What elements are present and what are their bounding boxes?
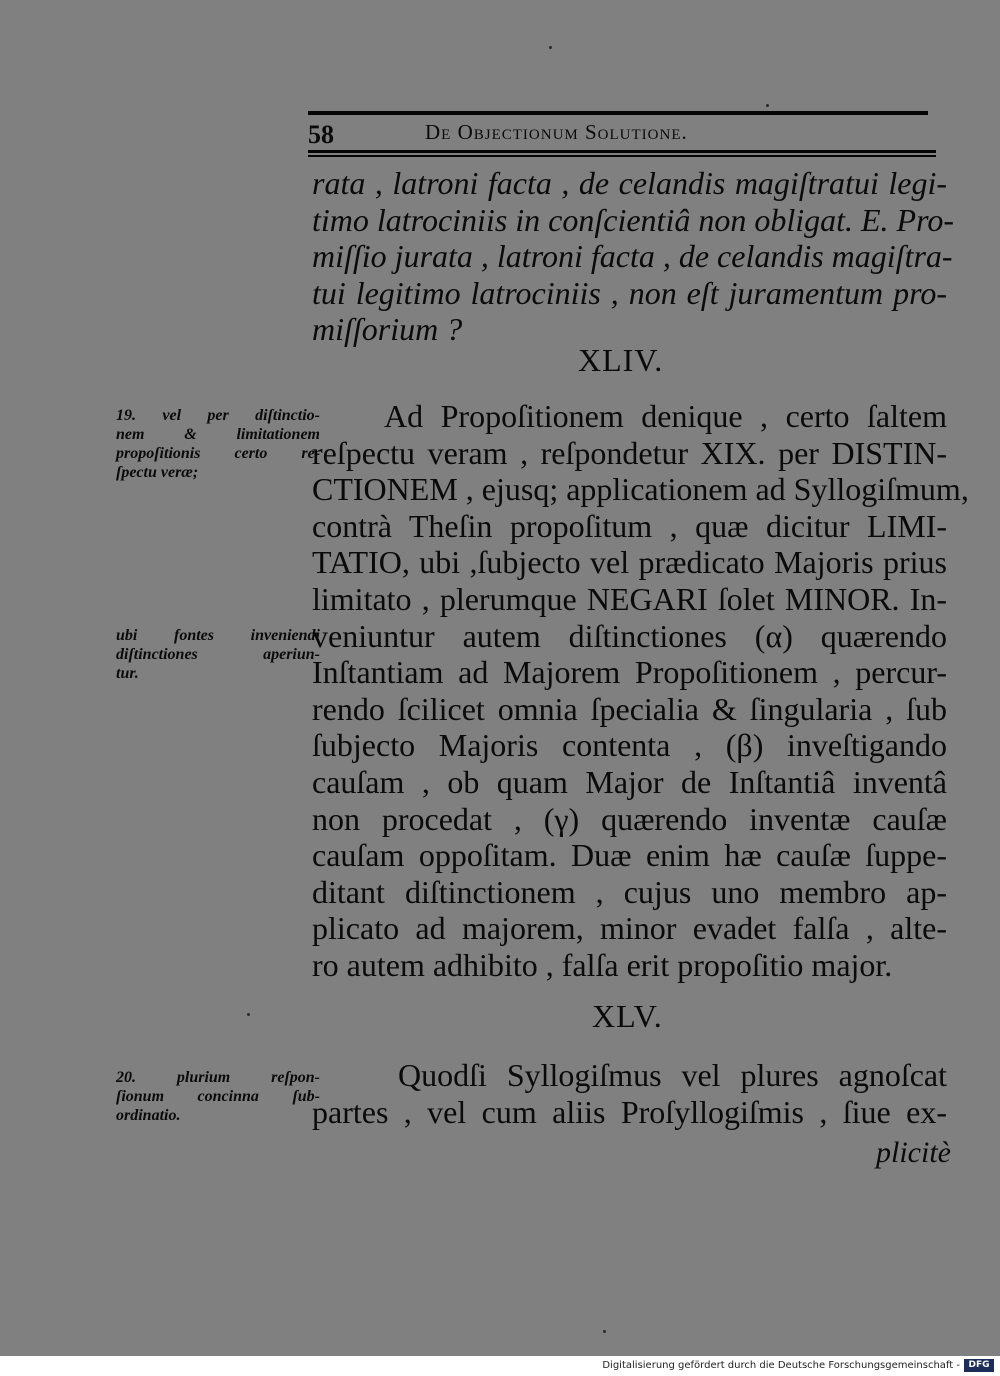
header-rule-lower-2 — [308, 155, 936, 157]
margin-note-line: diſtinctiones aperiun- — [116, 646, 320, 663]
catchword: plicitè — [876, 1136, 951, 1169]
text-line: veniuntur autem diſtinctiones (α) quærendo — [312, 617, 947, 654]
margin-note-line: 19. vel per diſtinctio- — [116, 407, 320, 424]
margin-note-line: propoſitionis certo re- — [116, 445, 320, 462]
margin-note-line: ſpectu veræ; — [116, 464, 199, 481]
funding-credit: Digitalisierung gefördert durch die Deutsche Forschungsgemeinschaft - — [602, 1360, 960, 1371]
margin-note-line: ordinatio. — [116, 1107, 181, 1124]
section-45-paragraph — [312, 1057, 947, 1130]
scan-speck — [549, 46, 552, 49]
header-rule-upper — [308, 111, 928, 115]
text-line: non procedat , (γ) quærendo inventæ cauſæ — [312, 800, 947, 837]
text-line: Inſtantiam ad Majorem Propoſitionem , percur- — [312, 654, 947, 691]
text-line: timo latrociniis in conſcientiâ non obligat. E. Pro- — [312, 201, 955, 238]
text-line: contrà Theſin propoſitum , quæ dicitur LIMI- — [312, 507, 947, 544]
text-line: CTIONEM , ejusq; applicationem ad Syllogiſmum, — [312, 471, 969, 508]
margin-note-19 — [116, 406, 320, 482]
scan-speck — [247, 1013, 250, 1016]
text-line: Quodſi Syllogiſmus vel plures agnoſcat — [398, 1057, 947, 1093]
margin-note-sources — [116, 626, 320, 683]
text-line: tui legitimo latrociniis , non eſt juramentum pro- — [312, 274, 947, 311]
top-paragraph — [312, 165, 955, 348]
text-line: partes , vel cum aliis Proſyllogiſmis , ſiue ex- — [312, 1093, 947, 1130]
margin-note-20 — [116, 1068, 320, 1125]
text-line: miſſio jurata , latroni facta , de celandis magiſtra- — [312, 238, 953, 275]
text-line: limitato , plerumque NEGARI ſolet MINOR. In- — [312, 580, 947, 617]
page-number: 58 — [308, 120, 334, 149]
margin-note-line: ſionum concinna ſub- — [116, 1088, 320, 1105]
scan-speck — [766, 104, 769, 107]
margin-note-line: ubi fontes inveniendi — [116, 627, 320, 644]
text-line: ro autem adhibito , falſa erit propoſitio major. — [312, 946, 893, 983]
text-line: rata , latroni facta , de celandis magiſtratui legi- — [312, 165, 947, 201]
text-line: miſſorium ? — [312, 311, 463, 348]
text-line: ditant diſtinctionem , cujus uno membro ap- — [312, 873, 947, 910]
scan-speck — [603, 1330, 606, 1333]
section-44-paragraph — [312, 398, 969, 984]
text-line: cauſam , ob quam Major de Inſtantiâ inventâ — [312, 763, 947, 800]
dfg-logo: DFG — [964, 1359, 994, 1372]
text-line: rendo ſcilicet omnia ſpecialia & ſingularia , ſub — [312, 690, 947, 727]
running-title: De Objectionum Solutione. — [425, 120, 688, 144]
text-line: ſubjecto Majoris contenta , (β) inveſtigando — [312, 727, 947, 764]
digitization-footer — [0, 1356, 1000, 1376]
text-line: cauſam oppoſitam. Duæ enim hæ cauſæ ſuppe- — [312, 837, 947, 874]
section-heading-45: XLV. — [592, 998, 663, 1034]
margin-note-line: tur. — [116, 665, 139, 682]
section-heading-44: XLIV. — [578, 342, 664, 378]
text-line: TATIO, ubi ,ſubjecto vel prædicato Majoris prius — [312, 544, 947, 581]
margin-note-line: nem & limitationem — [116, 426, 320, 443]
header-rule-lower — [308, 150, 936, 153]
text-line: plicato ad majorem, minor evadet falſa , alte- — [312, 910, 947, 947]
text-line: reſpectu veram , reſpondetur XIX. per DISTIN- — [312, 434, 947, 471]
margin-note-line: 20. plurium reſpon- — [116, 1069, 320, 1086]
text-line: Ad Propoſitionem denique , certo ſaltem — [384, 398, 947, 434]
